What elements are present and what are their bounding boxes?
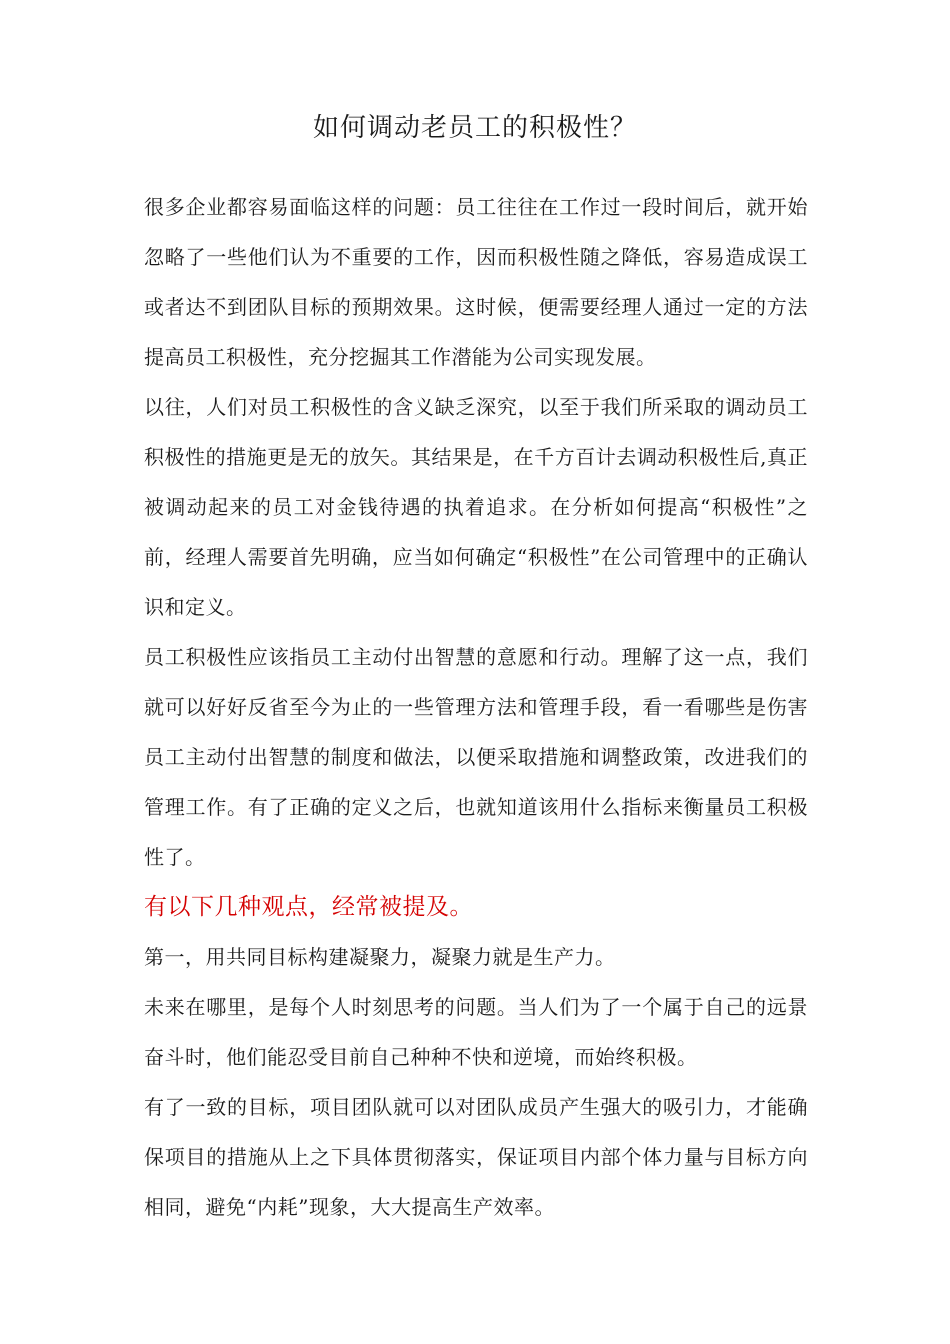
document-body bbox=[144, 182, 808, 1232]
paragraph-future: 未来在哪里，是每个人时刻思考的问题。当人们为了一个属于自己的远景奋斗时，他们能忍受目前自己种种不快和逆境，而始终积极。 bbox=[144, 995, 808, 1069]
paragraph-intro: 很多企业都容易面临这样的问题：员工往往在工作过一段时间后，就开始忽略了一些他们认为不重要的工作，因而积极性随之降低，容易造成误工或者达不到团队目标的预期效果。这时候，便需要经理人通过一定的方法提高员工积极性，充分挖掘其工作潜能为公司实现发展。 bbox=[144, 195, 808, 369]
paragraph-shared-goal: 有了一致的目标，项目团队就可以对团队成员产生强大的吸引力，才能确保项目的措施从上之下具体贯彻落实，保证项目内部个体力量与目标方向相同，避免“内耗”现象，大大提高生产效率。 bbox=[144, 1095, 808, 1219]
paragraph-point-one: 第一，用共同目标构建凝聚力，凝聚力就是生产力。 bbox=[144, 945, 616, 969]
document-title: 如何调动老员工的积极性？ bbox=[312, 113, 637, 143]
paragraph-past-understanding: 以往，人们对员工积极性的含义缺乏深究，以至于我们所采取的调动员工积极性的措施更是无的放矢。其结果是，在千方百计去调动积极性后,真正被调动起来的员工对金钱待遇的执着追求。在分析如何提高“积极性”之前，经理人需要首先明确，应当如何确定“积极性”在公司管理中的正确认识和定义。 bbox=[144, 395, 808, 619]
paragraph-definition: 员工积极性应该指员工主动付出智慧的意愿和行动。理解了这一点，我们就可以好好反省至今为止的一些管理方法和管理手段，看一看哪些是伤害员工主动付出智慧的制度和做法，以便采取措施和调整政策，改进我们的管理工作。有了正确的定义之后，也就知道该用什么指标来衡量员工积极性了。 bbox=[144, 645, 808, 869]
section-heading-viewpoints: 有以下几种观点，经常被提及。 bbox=[144, 894, 473, 920]
